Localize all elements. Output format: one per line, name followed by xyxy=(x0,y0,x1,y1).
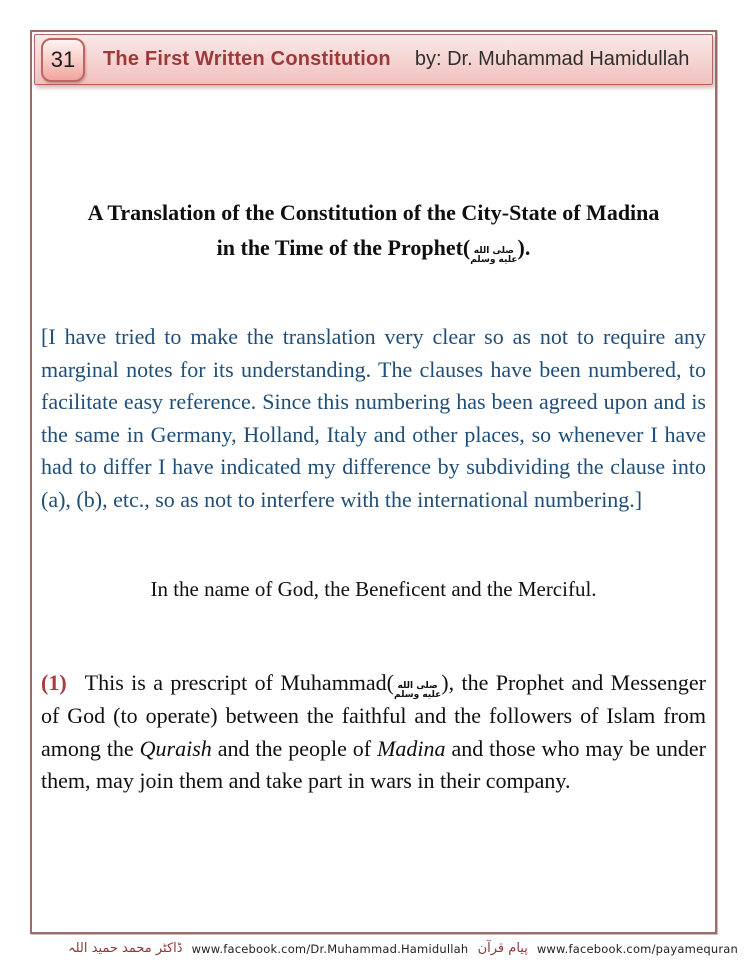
page-number: 31 xyxy=(50,47,76,72)
sallallahu-alayhi-wasallam-glyph xyxy=(394,682,441,700)
honorific-top: صلى الله xyxy=(397,681,438,691)
bismillah-line: In the name of God, the Beneficent and the Merciful. xyxy=(150,577,597,601)
author-byline: by: Dr. Muhammad Hamidullah xyxy=(414,48,690,70)
author-name-urdu-calligraphy: ڈاکٹر محمد حمید اللہ xyxy=(68,941,183,956)
page-footer xyxy=(0,941,750,956)
heading-line-1: A Translation of the Constitution of the City-State of Madina xyxy=(87,200,660,225)
page-body xyxy=(41,32,706,932)
footer-left xyxy=(68,941,468,956)
clause-1 xyxy=(41,667,706,798)
clause-text-4: and those who may be under them, may join them and take part in wars in their company. xyxy=(41,735,706,793)
facebook-url-payamequran: www.facebook.com/payamequran xyxy=(536,941,738,956)
quraish-italic: Quraish xyxy=(139,735,212,761)
madina-italic: Madina xyxy=(377,735,446,761)
payam-e-quran-calligraphy: پیام قرآن xyxy=(477,941,528,956)
footer-right xyxy=(478,941,738,956)
heading-line-2: in the Time of the Prophet( xyxy=(216,235,471,260)
clause-number: (1) xyxy=(41,670,67,695)
honorific-top: صلى الله xyxy=(473,246,514,256)
clause-text-2: ), the Prophet and Messenger of God (to operate) between the faithful and the followers of Islam from among the xyxy=(41,670,706,761)
sallallahu-alayhi-wasallam-glyph xyxy=(470,247,517,265)
clause-text-3: and the people of xyxy=(211,735,378,761)
page-border-frame xyxy=(30,30,717,934)
book-title: The First Written Constitution xyxy=(103,48,391,70)
translators-note: [I have tried to make the translation very clear so as not to require any marginal notes for its understanding. The clauses have been numbered, to facilitate easy reference. Since this numbering has been agreed upon and is the same in Germany, Holland, Italy and other places, so whenever I have had to differ I have indicated my difference by subdividing the clause into (a), (b), etc., so as not to interfere with the international numbering.] xyxy=(41,324,706,512)
honorific-bottom: عليه وسلم xyxy=(394,690,442,700)
section-heading xyxy=(47,195,700,265)
heading-line-2-close: ). xyxy=(517,235,531,260)
clause-text-1: This is a prescript of Muhammad( xyxy=(84,670,395,695)
honorific-bottom: عليه وسلم xyxy=(470,255,518,265)
facebook-url-hamidullah: www.facebook.com/Dr.Muhammad.Hamidullah xyxy=(191,941,469,956)
